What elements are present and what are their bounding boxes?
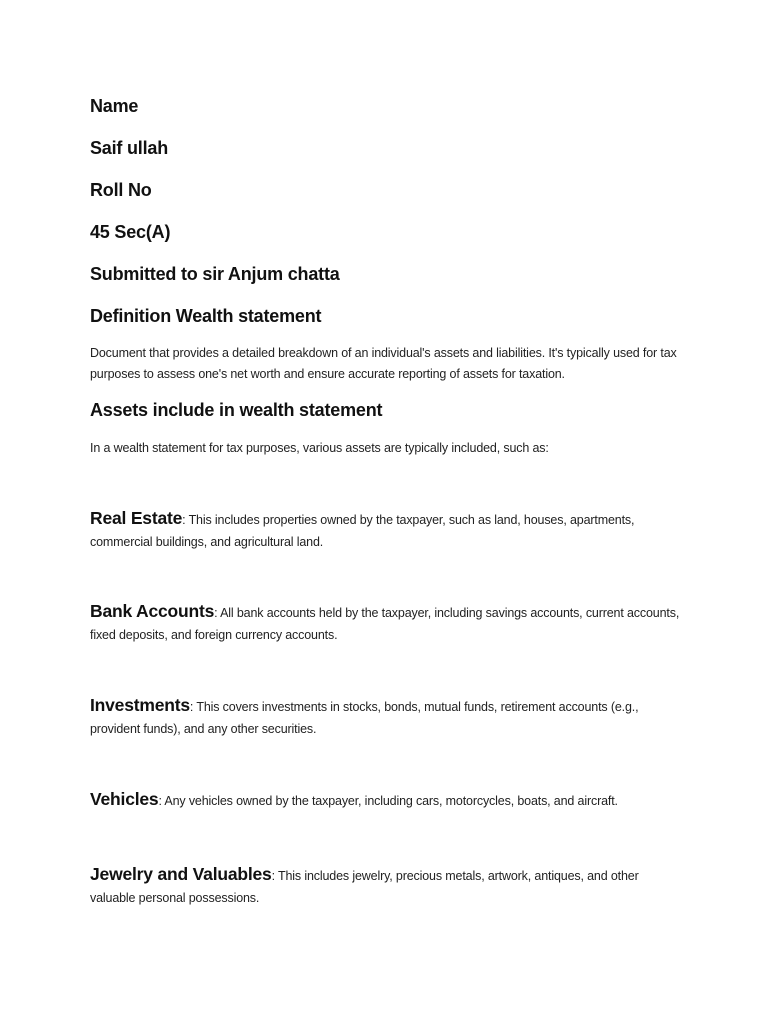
asset-item-investments	[90, 694, 680, 740]
asset-description: : This covers investments in stocks, bonds, mutual funds, retirement accounts (e.g., provident funds), and any other securities.	[90, 700, 639, 736]
definition-heading: Definition Wealth statement	[90, 306, 322, 326]
submitted-to: Submitted to sir Anjum chatta	[90, 264, 340, 284]
asset-description: : All bank accounts held by the taxpayer, including savings accounts, current accounts, fixed deposits, and foreign currency accounts.	[90, 606, 680, 642]
asset-description: : Any vehicles owned by the taxpayer, including cars, motorcycles, boats, and aircraft.	[158, 794, 618, 808]
asset-item-jewelry	[90, 863, 680, 909]
asset-term: Bank Accounts	[90, 601, 215, 621]
asset-item-bank-accounts	[90, 600, 680, 646]
asset-description: : This includes jewelry, precious metals, artwork, antiques, and other valuable personal possessions.	[90, 869, 639, 905]
asset-term: Investments	[90, 695, 190, 715]
asset-term: Real Estate	[90, 508, 183, 528]
asset-term: Vehicles	[90, 789, 159, 809]
asset-term: Jewelry and Valuables	[90, 864, 272, 884]
roll-value: 45 Sec(A)	[90, 222, 171, 242]
name-value: Saif ullah	[90, 138, 169, 158]
assets-heading: Assets include in wealth statement	[90, 400, 383, 420]
name-label: Name	[90, 96, 139, 116]
asset-description: : This includes properties owned by the taxpayer, such as land, houses, apartments, commercial buildings, and agricultural land.	[90, 513, 635, 549]
asset-item-real-estate	[90, 507, 680, 553]
assets-intro: In a wealth statement for tax purposes, various assets are typically included, such as:	[90, 441, 549, 455]
definition-body: Document that provides a detailed breakdown of an individual's assets and liabilities. It's typically used for tax purposes to assess one's net worth and ensure accurate reporting of assets for taxation.	[90, 346, 677, 381]
roll-label: Roll No	[90, 180, 152, 200]
asset-item-vehicles	[90, 788, 680, 812]
